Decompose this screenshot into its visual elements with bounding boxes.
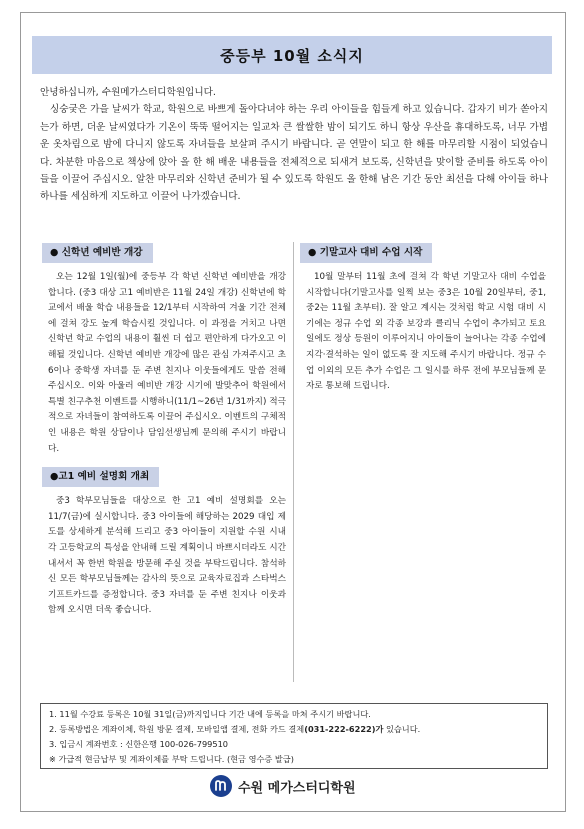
newsletter-title: 중등부 10월 소식지 [220, 46, 364, 65]
intro-greeting: 안녕하십니까, 수원메가스터디학원입니다. [40, 87, 216, 98]
intro-body: 싱숭궂은 가을 날씨가 학교, 학원으로 바쁘게 돌아다녀야 하는 우리 아이들을 힘들게 하고 있습니다. 갑자기 비가 쏟아지는가 하면, 더운 날씨였다가 기온이 뚝뚝 떨어지는 일교차 큰 쌀쌀한 밤이 되기도 하니 항상 우산을 휴대하도록, 너무 가볍운 옷차림으로 밤에 다니지 않도록 자녀들을 보살펴 주시기 바랍니다. 곧 연말이 되고 한 해를 마무리할 시점이 되었습니다. 차분한 마음으로 책상에 앉아 올 한 해 배운 내용들을 전체적으로 되새겨 보도록, 신학년을 맞이할 준비를 하도록 아이들을 이끌어 주십시오. 알찬 마무리와 신학년 준비가 될 수 있도록 학원도 올 한해 남은 기간 동안 최선을 다해 아이들 하나하나를 세심하게 지도하고 이끌어 나가겠습니다. [40, 104, 548, 203]
right-column [300, 240, 548, 395]
megastudy-logo-icon [210, 775, 232, 797]
section-heading-preview: ● 신학년 예비반 개강 [42, 243, 153, 263]
notice-line-2-text: 2. 등록방법은 계좌이체, 학원 방문 결제, 모바일앱 결제, 전화 카드 결제 [49, 724, 305, 734]
notice-line-1: 1. 11월 수강료 등록은 10월 31일(금)까지입니다 기간 내에 등록을 마쳐 주시기 바랍니다. [49, 709, 371, 719]
footer [210, 775, 356, 797]
column-divider [293, 242, 294, 682]
section-heading-exam: ● 기말고사 대비 수업 시작 [300, 243, 432, 263]
section-text-exam: 10월 말부터 11월 초에 걸쳐 각 학년 기말고사 대비 수업을 시작합니다(기말고사를 일찍 보는 중3은 10월 20일부터, 중1, 중2는 11월 초부터). 잘 알고 계시는 것처럼 학교 시험 대비 시기에는 정규 수업 외 각종 보강과 클리닉 수업이 추가되고 토요일에도 정상 등원이 이루어지니 아이들이 늘어나는 각종 수업에 지각·결석하는 일이 없도록 잘 지도해 주시기 바랍니다. 정규 수업 이외의 모든 추가 수업은 그 일시를 하루 전에 부모님들께 문자로 통보해 드립니다. [306, 272, 546, 392]
notice-box [40, 703, 548, 769]
section-heading-briefing: ●고1 예비 설명회 개최 [42, 467, 159, 487]
notice-line-3: 3. 입금시 계좌번호 : 신한은행 100-026-799510 [49, 739, 229, 749]
section-text-briefing: 중3 학부모님들을 대상으로 한 고1 예비 설명회를 오는 11/7(금)에 실시합니다. 중3 아이들에 해당하는 2029 대입 제도를 상세하게 분석해 드리고 중3 아이들이 지원할 수원 시내 각 고등학교의 특성을 안내해 드릴 계획이니 바쁘시더라도 시간 내셔서 꼭 한번 학원을 방문해 주실 것을 부탁드립니다. 참석하신 모든 학부모님들께는 감사의 뜻으로 교육자료집과 스타벅스 기프트카드를 증정합니다. 중3 자녀를 둔 주변 친지나 이웃과 함께 오시면 더욱 좋습니다. [48, 496, 286, 616]
intro-section [40, 84, 548, 206]
notice-phone: (031-222-6222)가 [304, 724, 384, 734]
notice-line-2-end: 있습니다. [383, 724, 421, 734]
left-column [42, 240, 288, 619]
academy-name: 수원 메가스터디학원 [238, 780, 356, 796]
section-text-preview: 오는 12월 1일(월)에 중등부 각 학년 신학년 예비반을 개강합니다. (중3 대상 고1 예비반은 11월 24일 개강) 신학년에 학교에서 배울 학습 내용들을 12/1부터 시작하여 겨울 기간 전체에 걸쳐 강도 높게 학습시킬 것입니다. 이 과정을 거치고 나면 신학년 학교 수업의 내용이 훨씬 더 쉽고 편안하게 다가오고 이해될 것입니다. 신학년 예비반 개강에 많은 관심 가져주시고 초6이나 중학생 자녀를 둔 주변 친지나 이웃들에게도 말씀 전해 주십시오. 이와 아울러 예비반 개강 시기에 발맞추어 학원에서 특별 친구추천 이벤트를 시행하니(11/1~26년 1/31까지) 적극적으로 자녀들이 참여하도록 이끌어 주십시오. 이벤트의 구체적인 내용은 학원 상담이나 담임선생님께 문의해 주시기 바랍니다. [48, 272, 286, 454]
notice-line-4: ※ 가급적 현금납부 및 계좌이체를 부탁 드립니다. (현금 영수증 발급) [49, 754, 294, 764]
notice-line-2 [49, 722, 539, 737]
newsletter-title-bar [32, 36, 552, 74]
